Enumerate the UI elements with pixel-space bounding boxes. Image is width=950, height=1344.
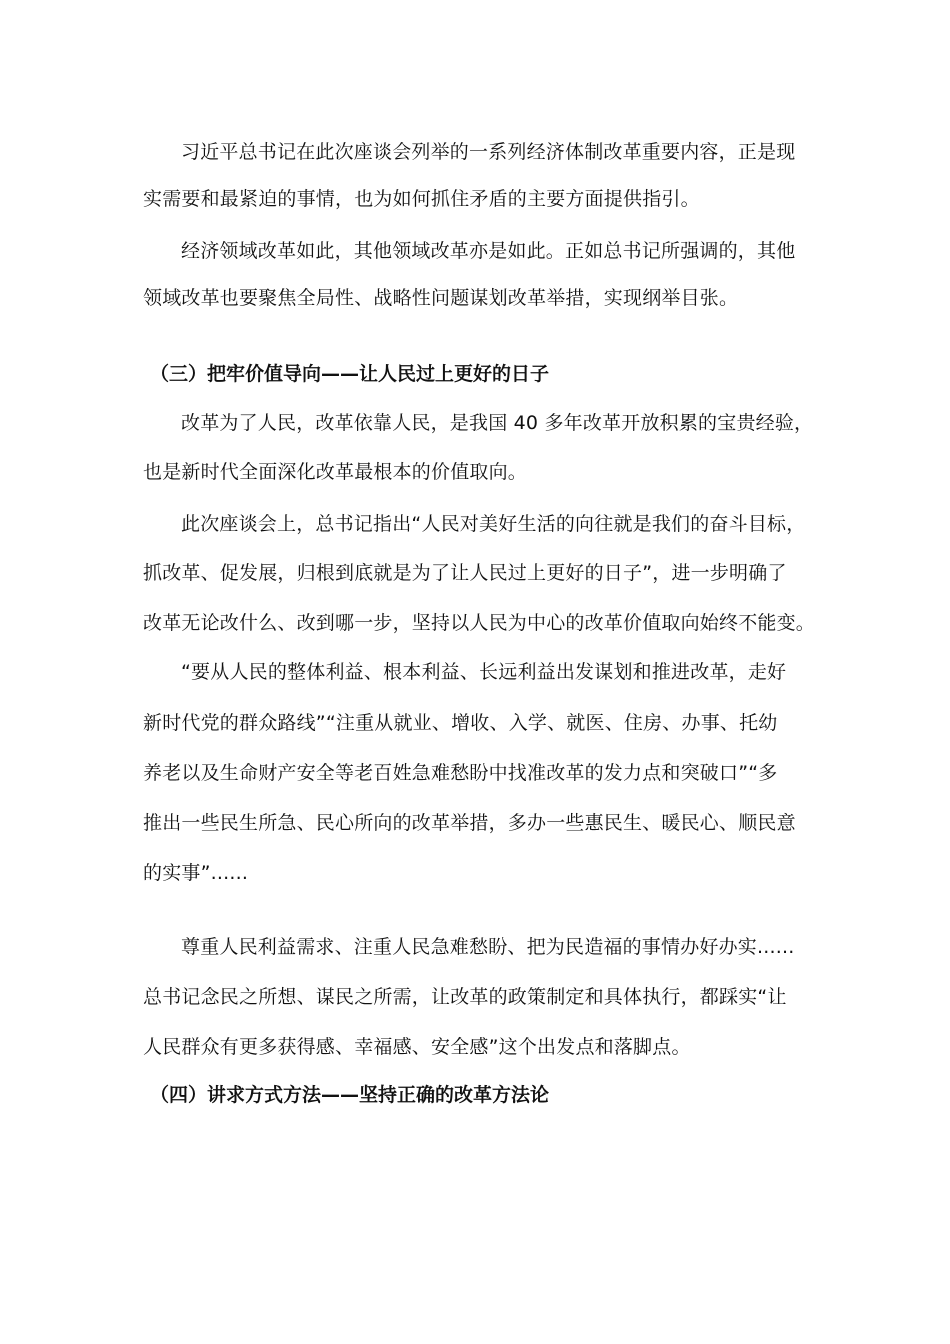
paragraph-4-line-2: 抓改革、促发展，归根到底就是为了让人民过上更好的日子”，进一步明确了 [143,562,787,584]
paragraph-5-line-2: 新时代党的群众路线”“注重从就业、增收、入学、就医、住房、办事、托幼 [143,712,778,734]
paragraph-3-line-2: 也是新时代全面深化改革最根本的价值取向。 [143,461,528,483]
section-heading-3: （三）把牢价值导向——让人民过上更好的日子 [150,363,550,385]
paragraph-2-line-2: 领域改革也要聚焦全局性、战略性问题谋划改革举措，实现纲举目张。 [143,287,739,309]
paragraph-1-line-1: 习近平总书记在此次座谈会列举的一系列经济体制改革重要内容，正是现 [181,141,796,163]
section-heading-4: （四）讲求方式方法——坚持正确的改革方法论 [150,1084,550,1106]
paragraph-6-line-3: 人民群众有更多获得感、幸福感、安全感”这个出发点和落脚点。 [143,1036,691,1058]
paragraph-1-line-2: 实需要和最紧迫的事情，也为如何抓住矛盾的主要方面提供指引。 [143,188,700,210]
paragraph-6-line-2: 总书记念民之所想、谋民之所需，让改革的政策制定和具体执行，都踩实“让 [143,986,787,1008]
paragraph-4-line-3: 改革无论改什么、改到哪一步，坚持以人民为中心的改革价值取向始终不能变。 [143,612,816,634]
paragraph-5-line-4: 推出一些民生所急、民心所向的改革举措，多办一些惠民生、暖民心、顺民意 [143,812,796,834]
paragraph-4-line-1: 此次座谈会上，总书记指出“人民对美好生活的向往就是我们的奋斗目标， [181,513,806,535]
paragraph-2-line-1: 经济领域改革如此，其他领域改革亦是如此。正如总书记所强调的，其他 [181,240,796,262]
paragraph-5-line-1: “要从人民的整体利益、根本利益、长远利益出发谋划和推进改革，走好 [181,661,787,683]
paragraph-5-line-5: 的实事”...... [143,862,249,884]
paragraph-5-line-3: 养老以及生命财产安全等老百姓急难愁盼中找准改革的发力点和突破口”“多 [143,762,778,784]
paragraph-3-line-1: 改革为了人民，改革依靠人民，是我国 40 多年改革开放积累的宝贵经验， [181,412,814,434]
paragraph-6-line-1: 尊重人民利益需求、注重人民急难愁盼、把为民造福的事情办好办实...... [181,936,795,958]
